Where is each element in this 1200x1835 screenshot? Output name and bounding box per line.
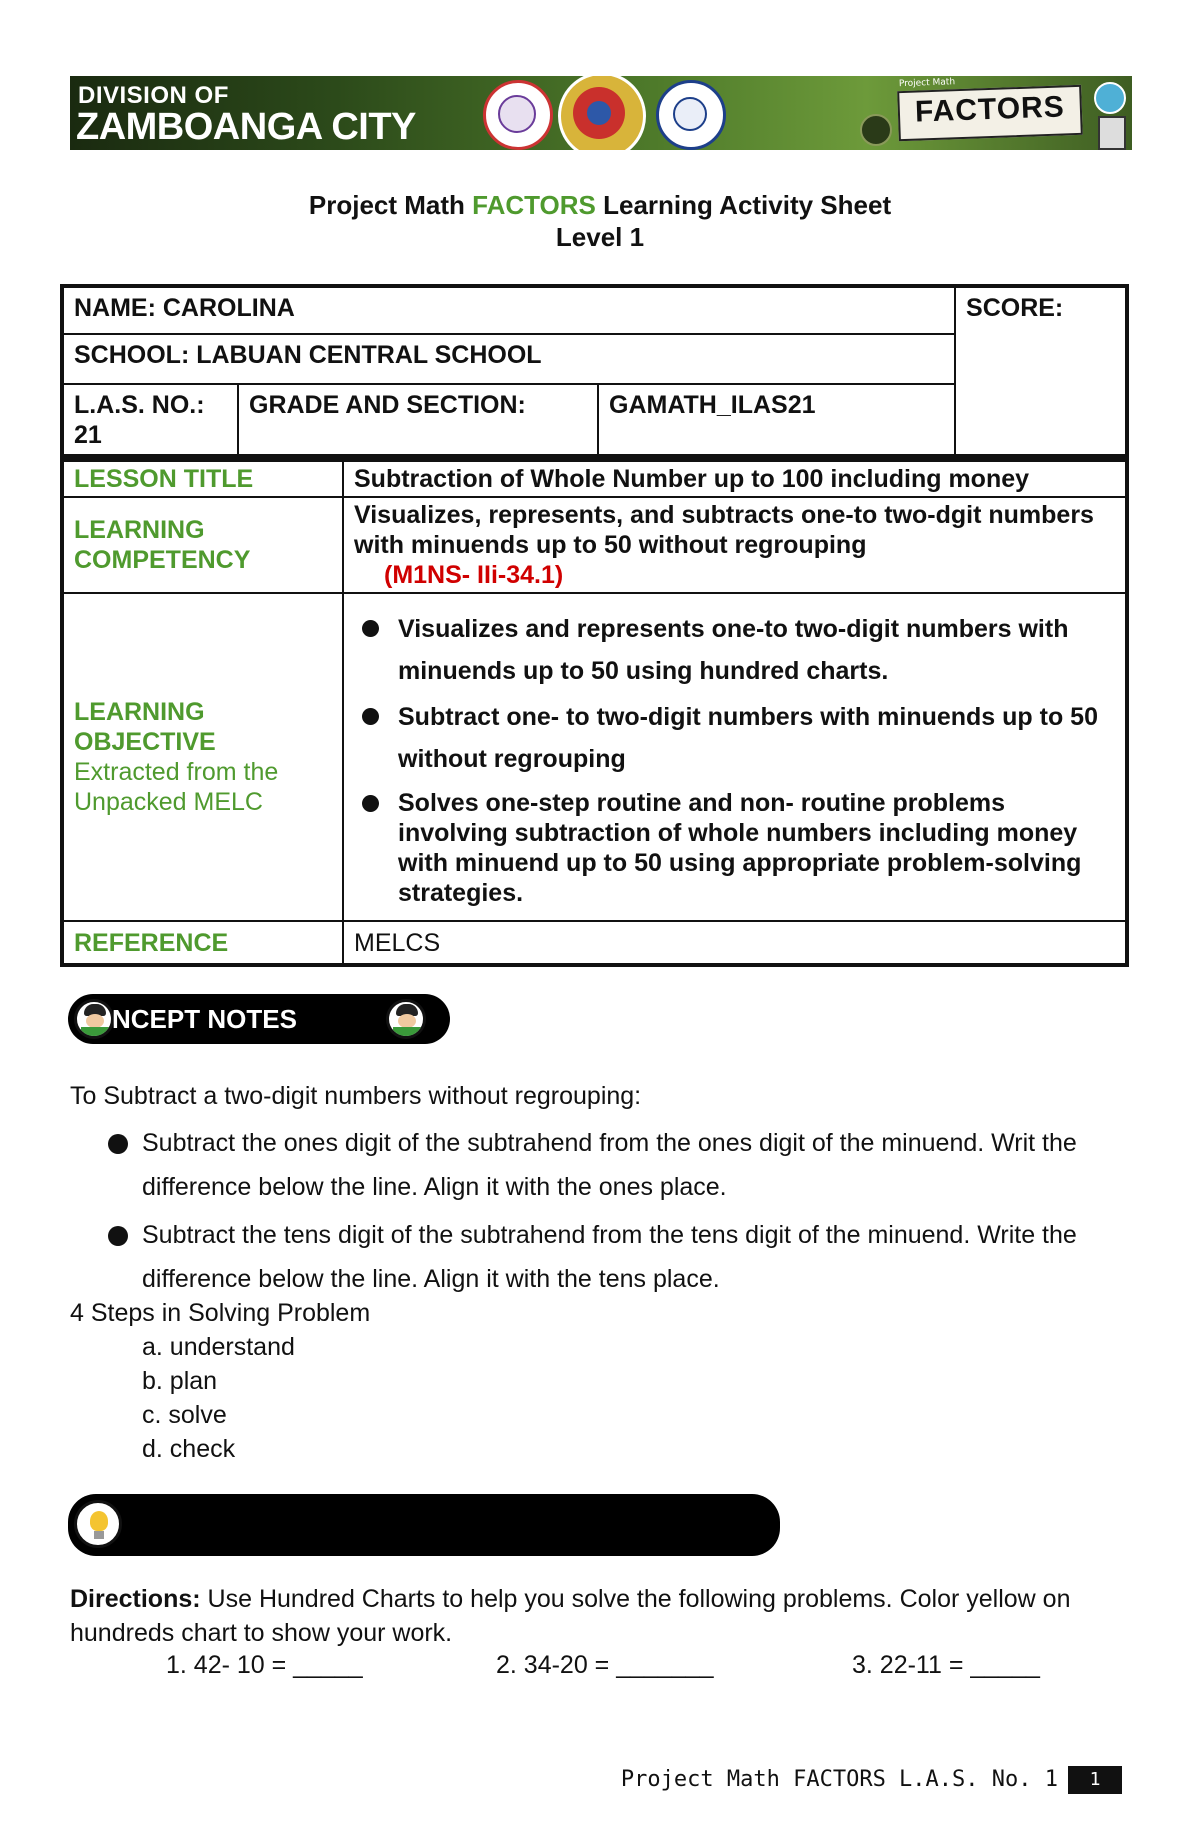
objective-item: Solves one-step routine and non- routine problems involving subtraction of whole numbers including money with minuend up to 50 using appropriate problem-solving strategies. xyxy=(354,788,1115,908)
grade-section-label: GRADE AND SECTION: xyxy=(238,384,598,456)
concept-bullet: Subtract the ones digit of the subtrahend from the ones digit of the minuend. Writ the difference below the line. Align it with the ones place. xyxy=(108,1121,1158,1209)
page-title xyxy=(0,190,1200,221)
badge-one-icon xyxy=(1094,82,1126,114)
bullet-icon xyxy=(108,1226,128,1246)
lesson-title-value: Subtraction of Whole Number up to 100 including money xyxy=(343,460,1127,497)
problem-item[interactable]: 2. 34-20 = _______ xyxy=(496,1651,714,1679)
concept-bullet: Subtract the tens digit of the subtrahend from the tens digit of the minuend. Write the difference below the line. Align it with the tens place. xyxy=(108,1213,1158,1301)
lightbulb-icon xyxy=(74,1500,122,1548)
directions xyxy=(70,1582,1110,1650)
name-field[interactable]: NAME: CAROLINA xyxy=(62,286,955,334)
step-item: d. check xyxy=(142,1435,236,1463)
competency-code: (M1NS- IIi-34.1) xyxy=(384,561,564,589)
factors-logo xyxy=(897,77,1083,141)
steps-title: 4 Steps in Solving Problem xyxy=(70,1299,371,1327)
objective-label-cell xyxy=(62,593,343,921)
competency-label: LEARNING COMPETENCY xyxy=(62,497,343,593)
page-number: 1 xyxy=(1068,1766,1122,1794)
las-number: L.A.S. NO.: 21 xyxy=(62,384,238,456)
bullet-icon xyxy=(108,1134,128,1154)
concept-intro: To Subtract a two-digit numbers without regrouping: xyxy=(70,1082,642,1110)
city-seal-icon xyxy=(558,76,646,150)
concept-notes-title: NCEPT NOTES xyxy=(112,1004,297,1034)
problem-item[interactable]: 3. 22-11 = _____ xyxy=(852,1651,1040,1679)
directions-text: Use Hundred Charts to help you solve the following problems. Color yellow on hundreds chart to show your work. xyxy=(70,1585,1071,1647)
concept-notes-banner xyxy=(68,994,450,1044)
step-item: b. plan xyxy=(142,1367,218,1395)
competency-text: Visualizes, represents, and subtracts one-to two-dgit numbers with minuends up to 50 without regrouping xyxy=(354,501,1094,559)
lesson-title-label: LESSON TITLE xyxy=(62,460,343,497)
deped-seal-icon xyxy=(656,80,726,150)
step-item: c. solve xyxy=(142,1401,227,1429)
objective-label: LEARNING OBJECTIVE xyxy=(74,698,216,756)
student-info-table xyxy=(60,284,1129,458)
objective-sub: Extracted from the Unpacked MELC xyxy=(74,758,279,816)
objective-item: Visualizes and represents one-to two-digit numbers with minuends up to 50 using hundred charts. xyxy=(354,608,1115,692)
division-line1: DIVISION OF xyxy=(78,82,229,109)
student-avatar-icon xyxy=(74,999,114,1039)
title-post: Learning Activity Sheet xyxy=(595,190,892,220)
page-footer xyxy=(621,1766,1122,1794)
seal-icon xyxy=(483,80,553,150)
division-line2: ZAMBOANGA CITY xyxy=(76,106,416,148)
grade-section-value[interactable]: GAMATH_ILAS21 xyxy=(598,384,955,456)
bullet-icon xyxy=(362,708,379,725)
bullet-icon xyxy=(362,795,379,812)
reference-value: MELCS xyxy=(343,921,1127,965)
division-banner xyxy=(70,76,1132,150)
lesson-table xyxy=(60,458,1129,967)
gear-icon xyxy=(860,114,892,146)
footer-text: Project Math FACTORS L.A.S. No. 1 xyxy=(620,1767,1058,1792)
problem-item[interactable]: 1. 42- 10 = _____ xyxy=(166,1651,363,1679)
reference-label: REFERENCE xyxy=(62,921,343,965)
score-field[interactable]: SCORE: xyxy=(955,286,1127,456)
calculator-icon xyxy=(1098,116,1126,150)
objectives-cell xyxy=(343,593,1127,921)
step-item: a. understand xyxy=(142,1333,295,1361)
activity-banner xyxy=(68,1494,780,1556)
directions-label: Directions: xyxy=(70,1585,201,1613)
level-title: Level 1 xyxy=(555,222,645,252)
teacher-avatar-icon xyxy=(386,999,426,1039)
school-field[interactable]: SCHOOL: LABUAN CENTRAL SCHOOL xyxy=(62,334,955,384)
logo-text: FACTORS xyxy=(914,90,1066,129)
objective-item: Subtract one- to two-digit numbers with minuends up to 50 without regrouping xyxy=(354,696,1115,780)
title-accent: FACTORS xyxy=(472,190,596,220)
bullet-icon xyxy=(362,620,379,637)
competency-cell xyxy=(343,497,1127,593)
logo-small-text: Project Math xyxy=(898,77,956,90)
title-pre: Project Math xyxy=(308,190,473,220)
